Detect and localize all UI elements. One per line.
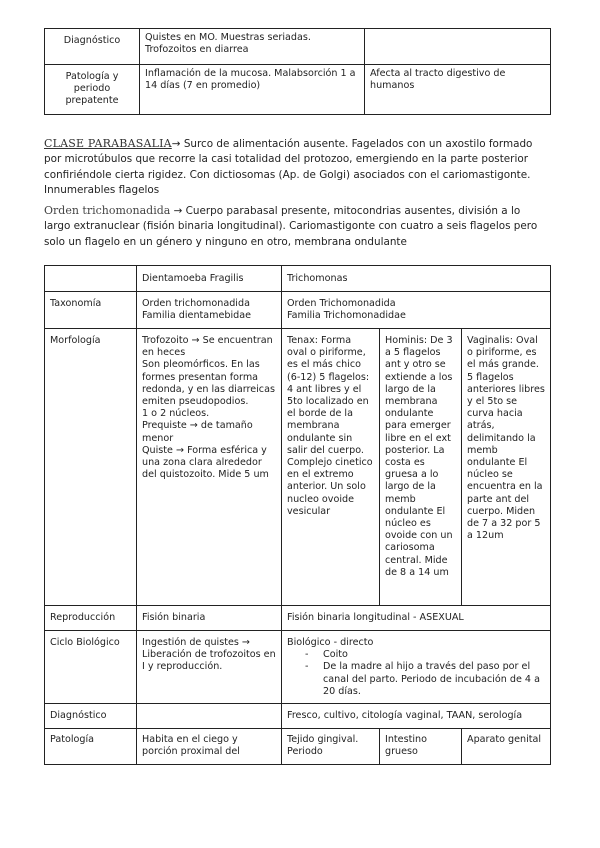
arrow-icon: → [171,138,181,150]
row-label-reproduccion: Reproducción [45,606,137,631]
morfologia-line: Son pleomórficos. En las formes presentan forma redonda, y en las diarreicas emiten pseudopodios. [142,359,275,408]
top-table [44,28,551,115]
taxonomia-orden: Orden trichomonadida [142,298,250,309]
table-row [45,266,551,292]
taxonomia-familia: Familia dientamebidae [142,310,252,322]
diagnostico-trichomonas: Fresco, cultivo, citología vaginal, TAAN, serología [282,704,551,729]
row-label-patologia: Patología [45,729,137,765]
list-item: - Coito [305,649,545,661]
morfologia-hominis: Hominis: De 3 a 5 flagelos ant y otro se extiende a los largo de la membrana ondulante para emerger libre en el ext posterior. La costa es gruesa a lo largo de la memb ondulante El núcleo es ovoide con un cariosoma central. Mide de 8 a 14 um [380,329,462,606]
ciclo-dientamoeba: Ingestión de quistes → Liberación de trofozoitos en I y reproducción. [137,631,282,704]
diagnostico-cell: Quistes en MO. Muestras seriadas. Trofozoitos en diarrea [140,29,365,65]
list-item: - De la madre al hijo a través del paso por el canal del parto. Periodo de incubación de 4 a 20 días. [305,661,545,698]
table-row [45,292,551,329]
table-row [45,65,551,115]
parabasalia-paragraph [44,136,544,199]
patologia-cell: Inflamación de la mucosa. Malabsorción 1 a 14 días (7 en promedio) [140,65,365,115]
trichomonadida-title: Orden trichomonadida [44,204,171,217]
ciclo-trichomonas [282,631,551,704]
table-row [45,729,551,765]
row-label-ciclo: Ciclo Biológico [45,631,137,704]
row-label-taxonomia: Taxonomía [45,292,137,329]
morfologia-dientamoeba [137,329,282,606]
taxonomia-orden: Orden Trichomonadida [287,298,396,309]
reproduccion-dientamoeba: Fisión binaria [137,606,282,631]
table-row [45,631,551,704]
reproduccion-trichomonas: Fisión binaria longitudinal - ASEXUAL [282,606,551,631]
patologia-tenax: Tejido gingival. Periodo [282,729,380,765]
table-row [45,329,551,606]
patologia-dientamoeba: Habita en el ciego y porción proximal del [137,729,282,765]
diagnostico-dientamoeba [137,704,282,729]
ciclo-list [287,649,545,698]
taxonomia-familia: Familia Trichomonadidae [287,310,406,322]
parabasalia-text: Surco de alimentación ausente. Fagelados con un axostilo formado por microtúbulos que recorre la casi totalidad del protozoo, emergiendo en la parte posterior confiriéndole cierta rigidez. Con dictiosomas (Ap. de Golgi) asociados con el cariomastigonte. Innumerables flagelos [44,138,533,197]
table-row [45,606,551,631]
trichomonadida-paragraph [44,203,544,250]
table-row [45,29,551,65]
morfologia-line: Prequiste → de tamaño menor [142,420,253,444]
header-dientamoeba: Dientamoeba Fragilis [137,266,282,292]
empty-header-cell [45,266,137,292]
morfologia-line: Quiste → Forma esférica y una zona clara alrededor del quistozoito. Mide 5 um [142,444,269,481]
taxonomia-dientamoeba [137,292,282,329]
morfologia-line: 1 o 2 núcleos. [142,408,210,420]
patologia-vaginalis: Aparato genital [462,729,551,765]
morfologia-vaginalis: Vaginalis: Oval o piriforme, es el más grande. 5 flagelos anteriores libres y el 5to se curva hacia atrás, delimitando la memb ondulante El núcleo se encuentra en la parte ant del cuerpo. Miden de 7 a 32 por 5 a 12um [462,329,551,606]
row-label-diagnostico: Diagnóstico [45,704,137,729]
patologia-hominis: Intestino grueso [380,729,462,765]
main-table [44,265,551,765]
row-label-diagnostico: Diagnóstico [45,29,140,65]
row-label-morfologia: Morfología [45,329,137,606]
afecta-cell: Afecta al tracto digestivo de humanos [365,65,551,115]
empty-cell [365,29,551,65]
table-row [45,704,551,729]
row-label-patologia: Patología y periodo prepatente [45,65,140,115]
morfologia-line: Trofozoito → Se encuentran en heces [142,335,273,359]
header-trichomonas: Trichomonas [282,266,551,292]
trichomonadida-text: Cuerpo parabasal presente, mitocondrias ausentes, división a lo largo extranuclear (fisión binaria longitudinal). Cariomastigonte con cuatro a seis flagelos pero solo un flagelo en un género y ninguno en otro, membrana ondulante [44,205,538,248]
parabasalia-title: CLASE PARABASALIA [44,137,172,150]
morfologia-tenax: Tenax: Forma oval o piriforme, es el más chico (6-12) 5 flagelos: 4 ant libres y el 5to localizado en el borde de la membrana ondulante sin salir del cuerpo. Complejo cinetico en el extremo anterior. Un solo nucleo ovoide vesicular [282,329,380,606]
taxonomia-trichomonas [282,292,551,329]
ciclo-title: Biológico - directo [287,637,374,648]
arrow-icon: → [173,205,183,217]
